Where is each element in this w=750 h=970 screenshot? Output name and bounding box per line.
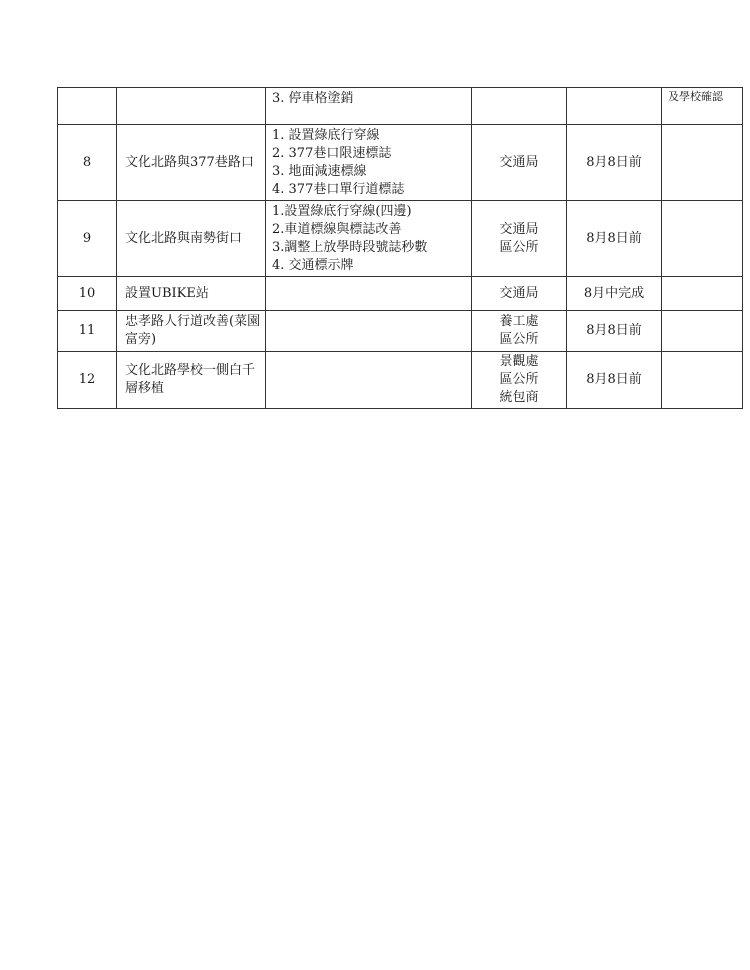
deadline-cell: 8月中完成 — [567, 277, 662, 311]
deadline-cell: 8月8日前 — [567, 311, 662, 352]
table-row — [58, 352, 743, 409]
responsible-unit: 區公所 — [499, 372, 539, 387]
row-number-cell: 12 — [58, 352, 117, 409]
work-items-cell — [266, 277, 472, 311]
row-number-cell: 9 — [58, 201, 117, 277]
work-item: 4. 交通標示牌 — [272, 257, 354, 273]
responsible-unit-cell — [472, 277, 567, 311]
table-row — [58, 201, 743, 277]
work-item: 2.車道標線與標誌改善 — [272, 221, 402, 237]
responsible-unit: 交通局 — [499, 221, 539, 237]
location-cell: 文化北路與377巷路口 — [117, 125, 266, 201]
location-cell: 文化北路與南勢街口 — [117, 201, 266, 277]
work-item: 3. 地面減速標線 — [272, 163, 367, 179]
location-cell: 設置UBIKE站 — [117, 277, 266, 311]
work-item: 2. 377巷口限速標誌 — [272, 145, 392, 161]
table-row — [58, 277, 743, 311]
responsible-unit: 景觀處 — [499, 354, 539, 369]
responsible-unit-cell — [472, 201, 567, 277]
responsible-unit-cell — [472, 125, 567, 201]
responsible-unit: 交通局 — [499, 154, 539, 170]
deadline-cell — [567, 88, 662, 125]
responsible-unit: 交通局 — [499, 285, 539, 301]
responsible-unit-cell — [472, 352, 567, 409]
location-cell: 文化北路學校一側白千層移植 — [117, 352, 266, 409]
improvement-schedule-table — [57, 87, 743, 409]
table-row — [58, 88, 743, 125]
note-cell: 及學校確認 — [662, 88, 743, 125]
row-number-cell: 10 — [58, 277, 117, 311]
deadline-cell: 8月8日前 — [567, 125, 662, 201]
work-items-cell — [266, 125, 472, 201]
work-items-cell — [266, 352, 472, 409]
deadline-cell: 8月8日前 — [567, 352, 662, 409]
work-items-cell — [266, 88, 472, 125]
table-row — [58, 311, 743, 352]
note-cell — [662, 311, 743, 352]
responsible-unit: 統包商 — [499, 390, 539, 405]
table-row — [58, 125, 743, 201]
work-items-cell — [266, 311, 472, 352]
responsible-unit-cell — [472, 88, 567, 125]
work-item: 1. 設置綠底行穿線 — [272, 127, 380, 143]
work-item: 4. 377巷口單行道標誌 — [272, 181, 405, 197]
note-cell — [662, 201, 743, 277]
location-cell — [117, 88, 266, 125]
note-cell — [662, 277, 743, 311]
work-item: 1.設置綠底行穿線(四邊) — [272, 203, 412, 219]
deadline-cell: 8月8日前 — [567, 201, 662, 277]
responsible-unit: 養工處 — [499, 314, 539, 329]
work-items-cell — [266, 201, 472, 277]
note-cell — [662, 125, 743, 201]
row-number-cell: 8 — [58, 125, 117, 201]
work-item: 3. 停車格塗銷 — [272, 91, 354, 106]
responsible-unit: 區公所 — [499, 332, 539, 347]
row-number-cell: 11 — [58, 311, 117, 352]
responsible-unit-cell — [472, 311, 567, 352]
note-cell — [662, 352, 743, 409]
work-item: 3.調整上放學時段號誌秒數 — [272, 239, 428, 255]
location-cell: 忠孝路人行道改善(菜園富旁) — [117, 311, 266, 352]
row-number-cell — [58, 88, 117, 125]
responsible-unit: 區公所 — [499, 239, 539, 255]
